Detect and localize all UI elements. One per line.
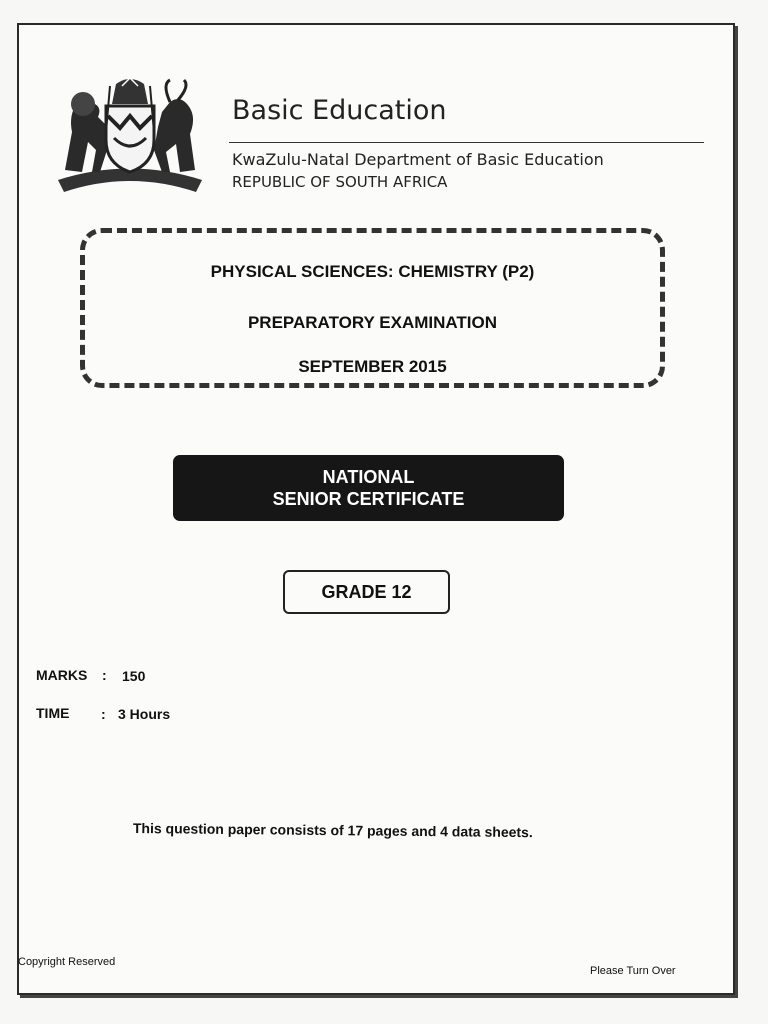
exam-subject: PHYSICAL SCIENCES: CHEMISTRY (P2) [210, 262, 535, 281]
copyright-notice: Copyright Reserved [18, 956, 116, 968]
grade-label: GRADE 12 [283, 570, 450, 614]
time-separator: : [101, 706, 106, 722]
turn-over-notice: Please Turn Over [590, 965, 676, 977]
header-divider [229, 142, 704, 143]
certificate-banner [173, 455, 564, 521]
marks-separator: : [102, 667, 107, 683]
exam-type: PREPARATORY EXAMINATION [247, 313, 498, 332]
exam-date: SEPTEMBER 2015 [298, 357, 447, 376]
time-value: 3 Hours [118, 706, 171, 722]
certificate-line-2: SENIOR CERTIFICATE [272, 489, 465, 509]
time-label: TIME [36, 705, 70, 721]
marks-value: 150 [122, 668, 146, 684]
department-name: KwaZulu-Natal Department of Basic Education [232, 150, 604, 169]
header-title: Basic Education [232, 95, 447, 126]
certificate-line-1: NATIONAL [322, 467, 415, 487]
marks-label: MARKS [36, 667, 88, 683]
country-name: REPUBLIC OF SOUTH AFRICA [232, 173, 448, 191]
coat-of-arms-icon [50, 72, 210, 202]
paper-description: This question paper consists of 17 pages and 4 data sheets. [132, 820, 533, 841]
